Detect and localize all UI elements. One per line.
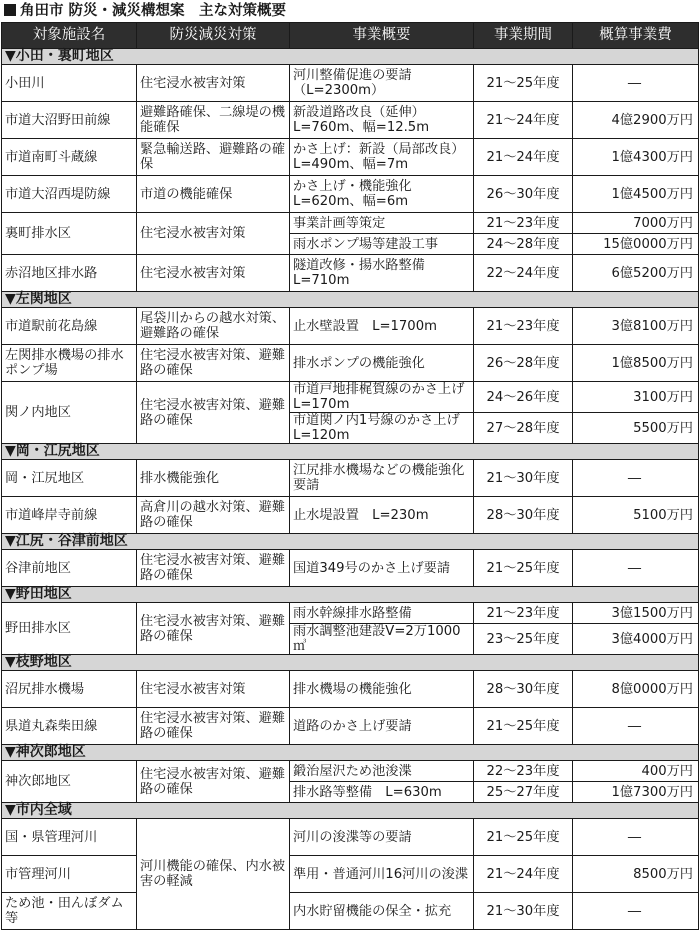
table-row <box>2 213 699 234</box>
cost-cell: 8500万円 <box>573 856 699 893</box>
period-cell: 21～24年度 <box>474 139 573 176</box>
facility-cell: 市道大沼西堤防線 <box>2 176 137 213</box>
period-cell: 21～23年度 <box>474 603 573 624</box>
cost-cell: 3100万円 <box>573 382 699 413</box>
measure-cell: 住宅浸水被害対策、避難路の確保 <box>137 550 290 587</box>
table-row <box>2 255 699 292</box>
measure-cell: 住宅浸水被害対策、避難路の確保 <box>137 761 290 803</box>
overview-cell: 雨水ポンプ場等建設工事 <box>290 234 474 255</box>
facility-cell: 市道大沼野田前線 <box>2 102 137 139</box>
table-row <box>2 176 699 213</box>
cost-cell: ― <box>573 819 699 856</box>
overview-cell: 隧道改修・揚水路整備L=710m <box>290 255 474 292</box>
measure-cell: 住宅浸水被害対策、避難路の確保 <box>137 708 290 745</box>
facility-cell: 神次郎地区 <box>2 761 137 803</box>
period-cell: 21～25年度 <box>474 819 573 856</box>
period-cell: 21～25年度 <box>474 550 573 587</box>
header-measure: 防災減災対策 <box>137 23 290 49</box>
overview-cell: 雨水幹線排水路整備 <box>290 603 474 624</box>
measure-cell: 住宅浸水被害対策 <box>137 671 290 708</box>
header-overview: 事業概要 <box>290 23 474 49</box>
overview-cell: 河川の浚渫等の要請 <box>290 819 474 856</box>
cost-cell: ― <box>573 65 699 102</box>
table-row <box>2 819 699 856</box>
overview-cell: 排水ポンプの機能強化 <box>290 345 474 382</box>
section-heading: ▼神次郎地区 <box>2 745 699 761</box>
cost-cell: 1億4500万円 <box>573 176 699 213</box>
overview-cell: 止水堤設置 L=230m <box>290 497 474 534</box>
facility-cell: 市管理河川 <box>2 856 137 893</box>
cost-cell: 400万円 <box>573 761 699 782</box>
period-cell: 21～23年度 <box>474 213 573 234</box>
measure-cell: 高倉川の越水対策、避難路の確保 <box>137 497 290 534</box>
measure-cell: 住宅浸水被害対策、避難路の確保 <box>137 603 290 655</box>
period-cell: 24～28年度 <box>474 234 573 255</box>
period-cell: 25～27年度 <box>474 782 573 803</box>
overview-cell: 河川整備促進の要請（L=2300m） <box>290 65 474 102</box>
section-heading: ▼左関地区 <box>2 292 699 308</box>
table-body <box>2 49 699 930</box>
measure-cell: 排水機能強化 <box>137 460 290 497</box>
period-cell: 21～30年度 <box>474 460 573 497</box>
cost-cell: ― <box>573 708 699 745</box>
period-cell: 21～23年度 <box>474 308 573 345</box>
facility-cell: 岡・江尻地区 <box>2 460 137 497</box>
cost-cell: 6億5200万円 <box>573 255 699 292</box>
table-row <box>2 671 699 708</box>
cost-cell: 1億4300万円 <box>573 139 699 176</box>
period-cell: 21～30年度 <box>474 893 573 930</box>
measure-cell: 住宅浸水被害対策 <box>137 213 290 255</box>
section-heading: ▼市内全域 <box>2 803 699 819</box>
measure-cell: 住宅浸水被害対策、避難路の確保 <box>137 345 290 382</box>
table-row <box>2 460 699 497</box>
overview-cell: かさ上げ：新設（局部改良）L=490m、幅=7m <box>290 139 474 176</box>
table-row <box>2 139 699 176</box>
overview-cell: 排水機場の機能強化 <box>290 671 474 708</box>
facility-cell: 沼尻排水機場 <box>2 671 137 708</box>
facility-cell: 赤沼地区排水路 <box>2 255 137 292</box>
section-heading: ▼枝野地区 <box>2 655 699 671</box>
header-facility: 対象施設名 <box>2 23 137 49</box>
overview-cell: 排水路等整備 L=630m <box>290 782 474 803</box>
overview-cell: 止水壁設置 L=1700m <box>290 308 474 345</box>
facility-cell: 野田排水区 <box>2 603 137 655</box>
section-row <box>2 745 699 761</box>
facility-cell: 小田川 <box>2 65 137 102</box>
period-cell: 21～25年度 <box>474 65 573 102</box>
overview-cell: 道路のかさ上げ要請 <box>290 708 474 745</box>
facility-cell: 市道駅前花島線 <box>2 308 137 345</box>
overview-cell: かさ上げ・機能強化L=620m、幅=6m <box>290 176 474 213</box>
table-row <box>2 382 699 413</box>
period-cell: 21～24年度 <box>474 102 573 139</box>
facility-cell: 県道丸森柴田線 <box>2 708 137 745</box>
table-row <box>2 65 699 102</box>
overview-cell: 国道349号のかさ上げ要請 <box>290 550 474 587</box>
section-heading: ▼岡・江尻地区 <box>2 444 699 460</box>
period-cell: 27～28年度 <box>474 413 573 444</box>
overview-cell: 鍛治屋沢ため池浚渫 <box>290 761 474 782</box>
header-period: 事業期間 <box>474 23 573 49</box>
facility-cell: 国・県管理河川 <box>2 819 137 856</box>
period-cell: 26～28年度 <box>474 345 573 382</box>
square-bullet-icon <box>4 4 16 16</box>
facility-cell: 裏町排水区 <box>2 213 137 255</box>
table-row <box>2 893 699 930</box>
table-header-row <box>2 23 699 49</box>
facility-cell: 市道峰岸寺前線 <box>2 497 137 534</box>
cost-cell: ― <box>573 460 699 497</box>
cost-cell: 1億8500万円 <box>573 345 699 382</box>
period-cell: 28～30年度 <box>474 671 573 708</box>
overview-cell: 市道戸地排梶賀線のかさ上げ L=170m <box>290 382 474 413</box>
measure-cell: 避難路確保、二線堤の機能確保 <box>137 102 290 139</box>
cost-cell: 1億7300万円 <box>573 782 699 803</box>
section-row <box>2 803 699 819</box>
table-row <box>2 603 699 624</box>
table-row <box>2 102 699 139</box>
section-row <box>2 587 699 603</box>
section-row <box>2 49 699 65</box>
table-row <box>2 345 699 382</box>
period-cell: 22～24年度 <box>474 255 573 292</box>
cost-cell: 3億1500万円 <box>573 603 699 624</box>
measure-cell: 住宅浸水被害対策 <box>137 255 290 292</box>
measure-cell: 市道の機能確保 <box>137 176 290 213</box>
measure-cell: 河川機能の確保、内水被害の軽減 <box>137 819 290 930</box>
cost-cell: ― <box>573 550 699 587</box>
facility-cell: 関ノ内地区 <box>2 382 137 444</box>
table-row <box>2 761 699 782</box>
overview-cell: 江尻排水機場などの機能強化要請 <box>290 460 474 497</box>
period-cell: 26～30年度 <box>474 176 573 213</box>
overview-cell: 事業計画等策定 <box>290 213 474 234</box>
facility-cell: 市道南町斗蔵線 <box>2 139 137 176</box>
overview-cell: 新設道路改良（延伸）L=760m、幅=12.5m <box>290 102 474 139</box>
facility-cell: ため池・田んぼダム等 <box>2 893 137 930</box>
section-heading: ▼江尻・谷津前地区 <box>2 534 699 550</box>
overview-cell: 準用・普通河川16河川の浚渫 <box>290 856 474 893</box>
period-cell: 22～23年度 <box>474 761 573 782</box>
overview-cell: 内水貯留機能の保全・拡充 <box>290 893 474 930</box>
cost-cell: 7000万円 <box>573 213 699 234</box>
section-row <box>2 655 699 671</box>
cost-cell: 15億0000万円 <box>573 234 699 255</box>
measure-cell: 住宅浸水被害対策、避難路の確保 <box>137 382 290 444</box>
cost-cell: 5500万円 <box>573 413 699 444</box>
cost-cell: 4億2900万円 <box>573 102 699 139</box>
table-row <box>2 497 699 534</box>
overview-cell: 雨水調整池建設V=2万1000㎥ <box>290 624 474 655</box>
section-heading: ▼野田地区 <box>2 587 699 603</box>
page-title <box>0 0 700 22</box>
cost-cell: 5100万円 <box>573 497 699 534</box>
table-row <box>2 708 699 745</box>
table-row <box>2 308 699 345</box>
section-row <box>2 444 699 460</box>
section-row <box>2 292 699 308</box>
cost-cell: 3億8100万円 <box>573 308 699 345</box>
section-heading: ▼小田・裏町地区 <box>2 49 699 65</box>
period-cell: 21～25年度 <box>474 708 573 745</box>
cost-cell: 3億4000万円 <box>573 624 699 655</box>
table-row <box>2 856 699 893</box>
period-cell: 21～24年度 <box>474 856 573 893</box>
table-row <box>2 550 699 587</box>
measure-cell: 住宅浸水被害対策 <box>137 65 290 102</box>
period-cell: 28～30年度 <box>474 497 573 534</box>
section-row <box>2 534 699 550</box>
overview-cell: 市道関ノ内1号線のかさ上げ L=120m <box>290 413 474 444</box>
facility-cell: 谷津前地区 <box>2 550 137 587</box>
header-cost: 概算事業費 <box>573 23 699 49</box>
page-title-text: 角田市 防災・減災構想案 主な対策概要 <box>20 3 287 19</box>
cost-cell: 8億0000万円 <box>573 671 699 708</box>
period-cell: 23～25年度 <box>474 624 573 655</box>
cost-cell: ― <box>573 893 699 930</box>
period-cell: 24～26年度 <box>474 382 573 413</box>
measure-cell: 緊急輸送路、避難路の確保 <box>137 139 290 176</box>
facility-cell: 左関排水機場の排水ポンプ場 <box>2 345 137 382</box>
measure-cell: 尾袋川からの越水対策、避難路の確保 <box>137 308 290 345</box>
measures-table <box>1 22 699 930</box>
